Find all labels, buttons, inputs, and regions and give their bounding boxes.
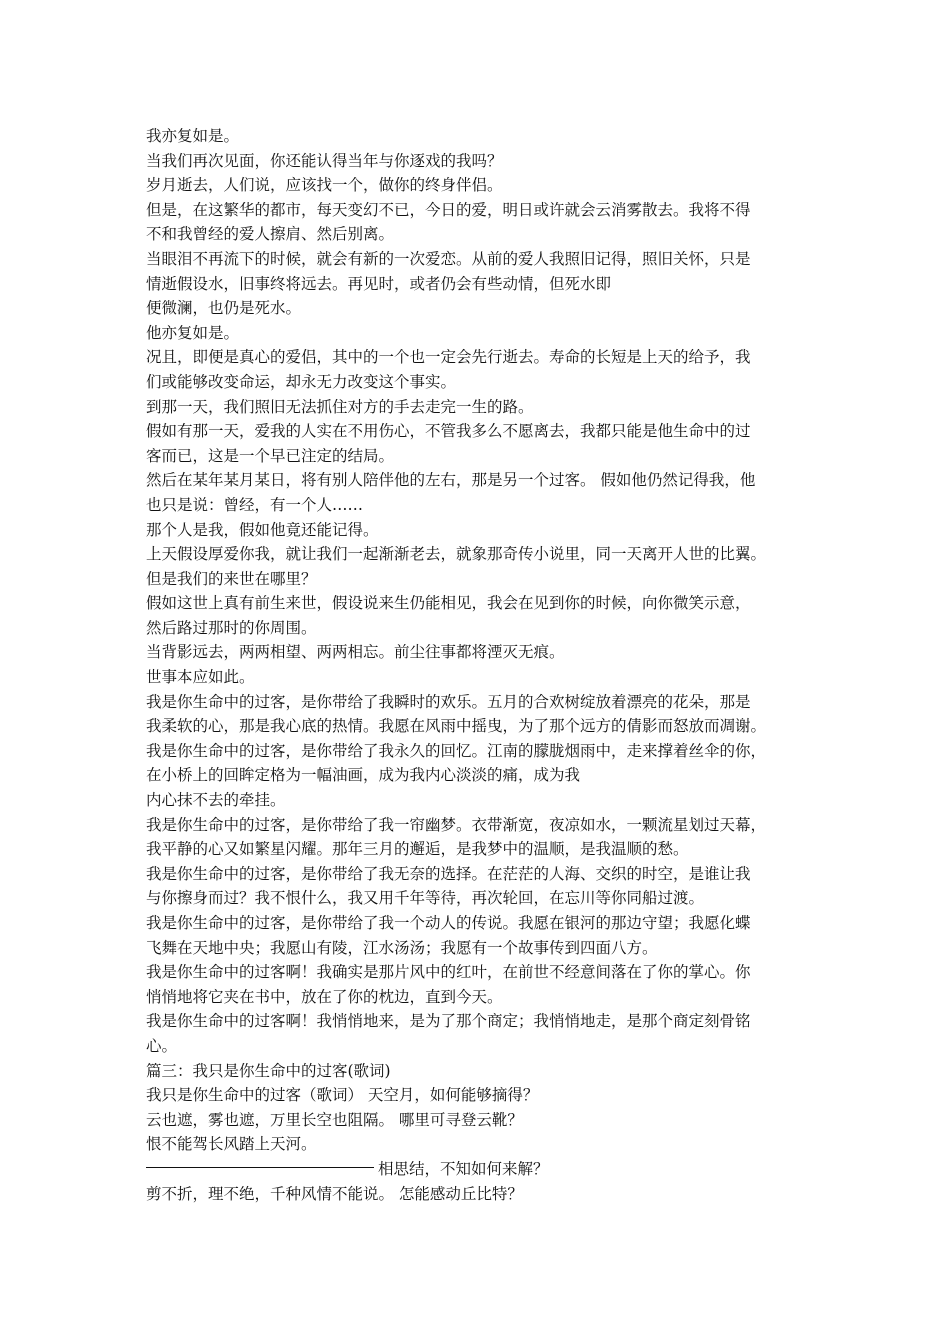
text-line: 心。 (146, 1036, 178, 1055)
text-line: 我是你生命中的过客，是你带给了我无奈的选择。在茫茫的人海、交织的时空，是谁让我 (146, 864, 751, 883)
text-line: 到那一天，我们照旧无法抓住对方的手去走完一生的路。 (146, 397, 534, 416)
text-line: 他亦复如是。 (146, 323, 240, 342)
text-line: 情逝假设水，旧事终将远去。再见时，或者仍会有些动情，但死水即 (146, 274, 612, 293)
text-line: 客而已，这是一个早已注定的结局。 (146, 446, 395, 465)
text-line: 剪不折，理不绝，千种风情不能说。 怎能感动丘比特？ (146, 1184, 523, 1203)
text-line: 我柔软的心，那是我心底的热情。我愿在风雨中摇曳，为了那个远方的倩影而怒放而凋谢。 (146, 717, 767, 736)
text-line-with-rule (146, 1157, 812, 1182)
text-line: 也只是说：曾经，有一个人…… (146, 495, 364, 514)
text-line: 云也遮，雾也遮，万里长空也阻隔。 哪里可寻登云靴？ (146, 1110, 523, 1129)
text-line: 上天假设厚爱你我，就让我们一起渐渐老去，就象那奇传小说里，同一天离开人世的比翼。 (146, 545, 767, 564)
text-line: 相思结，不知如何来解？ (378, 1159, 549, 1178)
text-line: 那个人是我，假如他竟还能记得。 (146, 520, 379, 539)
text-line: 我亦复如是。 (146, 127, 240, 145)
text-line: 飞舞在天地中央；我愿山有陵，江水汤汤；我愿有一个故事传到四面八方。 (146, 938, 658, 957)
text-line: 我平静的心又如繁星闪耀。那年三月的邂逅，是我梦中的温顺，是我温顺的愁。 (146, 840, 689, 859)
text-line: 岁月逝去，人们说，应该找一个，做你的终身伴侣。 (146, 176, 503, 195)
text-line: 便微澜，也仍是死水。 (146, 299, 302, 318)
text-line: 但是，在这繁华的都市，每天变幻不已，今日的爱，明日或许就会云消雾散去。我将不得 (146, 200, 751, 219)
text-line: 当我们再次见面，你还能认得当年与你逐戏的我吗？ (146, 151, 503, 170)
text-line: 在小桥上的回眸定格为一幅油画，成为我内心淡淡的痛，成为我 (146, 766, 581, 785)
text-line: 我是你生命中的过客，是你带给了我永久的回忆。江南的朦胧烟雨中，走来撑着丝伞的你， (146, 741, 767, 760)
text-line: 与你擦身而过？我不恨什么，我又用千年等待，再次轮回，在忘川等你同船过渡。 (146, 889, 705, 908)
text-line: 我是你生命中的过客，是你带给了我瞬时的欢乐。五月的合欢树绽放着漂亮的花朵，那是 (146, 692, 751, 711)
text-line: 内心抹不去的牵挂。 (146, 791, 286, 810)
text-line: 当背影远去，两两相望、两两相忘。前尘往事都将湮灭无痕。 (146, 643, 565, 662)
text-line: 当眼泪不再流下的时候，就会有新的一次爱恋。从前的爱人我照旧记得，照旧关怀，只是 (146, 249, 751, 268)
text-line: 我是你生命中的过客，是你带给了我一帘幽梦。衣带渐宽，夜凉如水，一颗流星划过天幕， (146, 815, 767, 834)
text-line: 然后在某年某月某日，将有别人陪伴他的左右，那是另一个过客。 假如他仍然记得我，他 (146, 471, 756, 490)
text-line: 不和我曾经的爱人擦肩、然后别离。 (146, 225, 395, 244)
text-line: 世事本应如此。 (146, 668, 255, 687)
text-line: 假如有那一天，爱我的人实在不用伤心，不管我多么不愿离去，我都只能是他生命中的过 (146, 422, 751, 441)
text-line: 悄悄地将它夹在书中，放在了你的枕边，直到今天。 (146, 987, 503, 1006)
document-body (146, 124, 812, 1206)
text-line: 我只是你生命中的过客（歌词） 天空月，如何能够摘得？ (146, 1086, 539, 1105)
horizontal-rule (146, 1167, 374, 1168)
text-line: 但是我们的来世在哪里？ (146, 569, 317, 588)
section-heading: 篇三：我只是你生命中的过客(歌词) (146, 1061, 391, 1080)
text-line: 假如这世上真有前生来世，假设说来生仍能相见，我会在见到你的时候，向你微笑示意， (146, 594, 751, 613)
text-line: 然后路过那时的你周围。 (146, 618, 317, 637)
text-line: 恨不能驾长风踏上天河。 (146, 1135, 317, 1154)
text-line: 我是你生命中的过客啊！我悄悄地来，是为了那个商定；我悄悄地走，是那个商定刻骨铭 (146, 1012, 751, 1031)
text-line: 我是你生命中的过客啊！我确实是那片风中的红叶，在前世不经意间落在了你的掌心。你 (146, 963, 751, 982)
text-line: 况且，即便是真心的爱侣，其中的一个也一定会先行逝去。寿命的长短是上天的给予，我 (146, 348, 751, 367)
text-line: 我是你生命中的过客，是你带给了我一个动人的传说。我愿在银河的那边守望；我愿化蝶 (146, 914, 751, 932)
text-line: 们或能够改变命运，却永无力改变这个事实。 (146, 372, 457, 391)
